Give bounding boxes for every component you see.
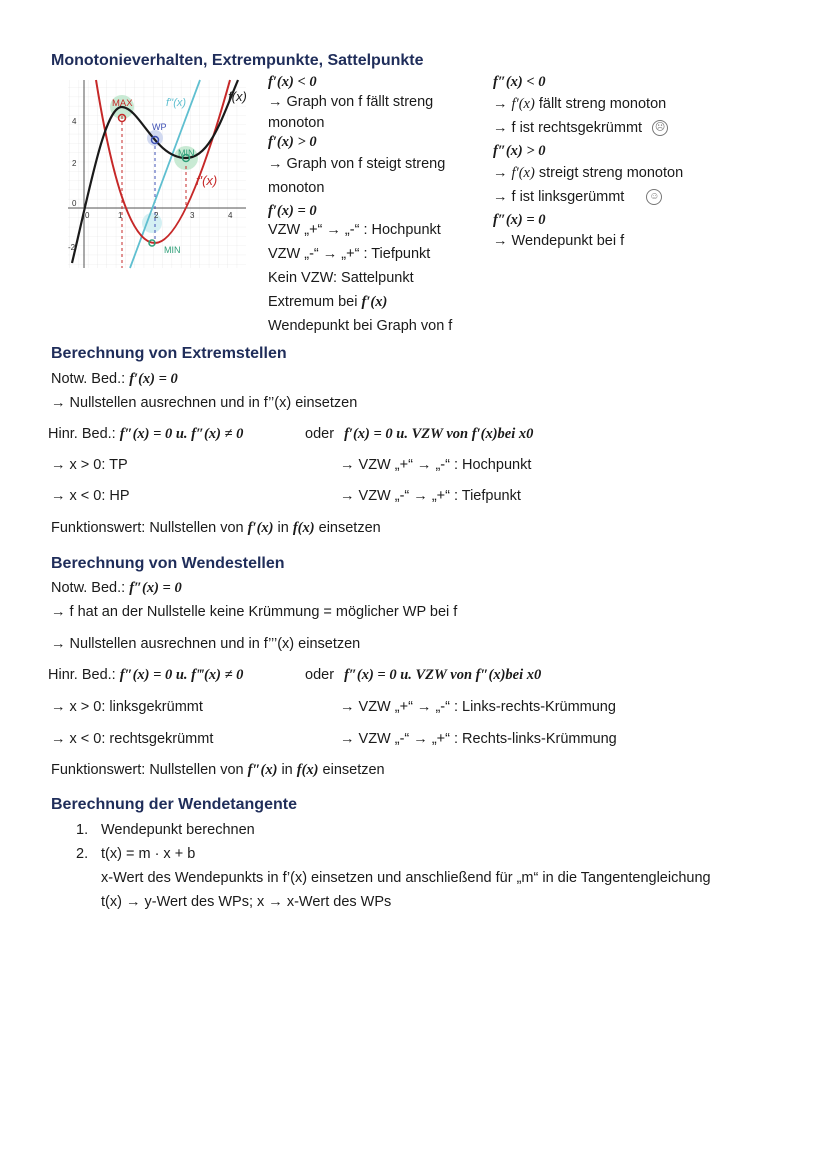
- fp-equal-zero: f′(x) = 0: [268, 203, 317, 219]
- right-line-1-text: fällt streng monoton: [538, 96, 667, 112]
- fp-math: f′(x): [511, 96, 535, 112]
- tick-x-3: 3: [190, 211, 195, 220]
- mid-line-11: Wendepunkt bei Graph von f: [268, 318, 453, 334]
- hinr-label: Hinr. Bed.:: [48, 426, 116, 442]
- mid-line-5: monoton: [268, 180, 325, 196]
- wende-hinr: [48, 667, 243, 684]
- extrem-funktionswert: [51, 520, 381, 537]
- right-line-4: [493, 165, 683, 182]
- fw-math: f(x): [296, 762, 319, 778]
- fpp-greater-zero: f″(x) > 0: [493, 143, 546, 159]
- extrem-hinr: [48, 426, 243, 443]
- tick-y-2: 2: [72, 159, 77, 168]
- tangente-item1: Wendepunkt berechnen: [101, 822, 255, 838]
- right-line-5: [493, 189, 662, 205]
- right-line-2-text: → f ist rechtsgekrümmt: [493, 120, 643, 136]
- extremum-text: Extremum bei: [268, 294, 358, 310]
- right-line-5-text: → f ist linksgerümmt: [493, 189, 625, 205]
- mid-line-2: monoton: [268, 115, 325, 131]
- hinr-math: f″(x) = 0 u. f‴(x) ≠ 0: [119, 667, 244, 683]
- mid-line-4: → Graph von f steigt streng: [268, 156, 446, 172]
- wende-funktionswert: [51, 762, 385, 779]
- wp-label: WP: [152, 122, 167, 132]
- right-line-1: [493, 96, 666, 113]
- hinr-label: Hinr. Bed.:: [48, 667, 116, 683]
- wende-b2: → VZW „-“ → „+“ : Rechts-links-Krümmung: [340, 731, 617, 747]
- extrem-a2: → x < 0: HP: [51, 488, 130, 504]
- fp-greater-zero: f′(x) > 0: [268, 134, 317, 150]
- tangente-item1-num: 1.: [76, 822, 89, 838]
- hinr-math: f″(x) = 0 u. f″(x) ≠ 0: [119, 426, 244, 442]
- tick-y-0: 0: [72, 199, 77, 208]
- wende-notw: [51, 580, 182, 597]
- mid-line-8: VZW „-“ → „+“ : Tiefpunkt: [268, 246, 431, 262]
- page-title: Monotonieverhalten, Extrempunkte, Sattelpunkte: [51, 52, 424, 69]
- mid-line-1: → Graph von f fällt streng: [268, 94, 434, 110]
- wende-heading: Berechnung von Wendestellen: [51, 555, 285, 572]
- fp-math: f′(x): [511, 165, 535, 181]
- tangente-line4: t(x) → y-Wert des WPs; x → x-Wert des WPs: [101, 894, 392, 910]
- extrem-oder: [305, 426, 533, 443]
- fpp-less-zero: f″(x) < 0: [493, 74, 546, 90]
- notw-label: Notw. Bed.:: [51, 371, 126, 387]
- extrem-b2: → VZW „-“ → „+“ : Tiefpunkt: [340, 488, 521, 504]
- happy-face-icon: ☺: [646, 189, 662, 205]
- fw-text: einsetzen: [318, 520, 381, 536]
- tangente-heading: Berechnung der Wendetangente: [51, 796, 297, 813]
- notw-math: f′(x) = 0: [129, 371, 178, 387]
- extremum-math: f′(x): [361, 294, 388, 310]
- arrow: →: [493, 165, 508, 181]
- tick-x-0: 0: [85, 211, 90, 220]
- wende-a1: → x > 0: linksgekrümmt: [51, 699, 203, 715]
- oder-label: oder: [305, 426, 335, 442]
- oder-math: f″(x) = 0 u. VZW von f″(x)bei x0: [344, 667, 542, 683]
- oder-label: oder: [305, 667, 335, 683]
- fw-text: in: [277, 520, 289, 536]
- oder-math: f′(x) = 0 u. VZW von f′(x)bei x0: [344, 426, 534, 442]
- extrem-heading: Berechnung von Extremstellen: [51, 345, 287, 362]
- fw-text: einsetzen: [322, 762, 385, 778]
- fpp-equal-zero: f″(x) = 0: [493, 212, 546, 228]
- right-line-2: [493, 120, 668, 136]
- tick-y-neg2: -2: [68, 243, 76, 252]
- fpp-graph-label: f''(x): [166, 97, 187, 109]
- tangente-line3: x-Wert des Wendepunkts in f’(x) einsetzen und anschließend für „m“ in die Tangentengleichung: [101, 870, 711, 886]
- fp-less-zero: f′(x) < 0: [268, 74, 317, 90]
- wende-line2: → Nullstellen ausrechnen und in f’’’(x) einsetzen: [51, 636, 361, 652]
- fw-text: Funktionswert: Nullstellen von: [51, 762, 244, 778]
- tangente-item2: t(x) = m · x + b: [101, 846, 196, 862]
- min-label: MIN: [178, 148, 195, 158]
- notw-label: Notw. Bed.:: [51, 580, 126, 596]
- fw-text: Funktionswert: Nullstellen von: [51, 520, 244, 536]
- extrem-b1: → VZW „+“ → „-“ : Hochpunkt: [340, 457, 532, 473]
- tick-x-2: 2: [154, 211, 159, 220]
- tangente-item2-num: 2.: [76, 846, 89, 862]
- fw-math: f(x): [292, 520, 315, 536]
- sad-face-icon: ☹: [652, 120, 668, 136]
- f-graph-label: f(x): [228, 89, 247, 104]
- graph-grid: [68, 80, 246, 268]
- max-label: MAX: [112, 98, 133, 109]
- fp-graph-label: f'(x): [196, 173, 218, 188]
- tick-y-4: 4: [72, 117, 77, 126]
- wende-b1: → VZW „+“ → „-“ : Links-rechts-Krümmung: [340, 699, 616, 715]
- tick-x-1: 1: [118, 211, 123, 220]
- wende-line1: → f hat an der Nullstelle keine Krümmung = möglicher WP bei f: [51, 604, 458, 620]
- mid-line-7: VZW „+“ → „-“ : Hochpunkt: [268, 222, 441, 238]
- right-line-4-text: streigt streng monoton: [538, 165, 684, 181]
- arrow: →: [493, 96, 508, 112]
- tick-x-4: 4: [228, 211, 233, 220]
- wende-a2: → x < 0: rechtsgekrümmt: [51, 731, 214, 747]
- extrem-notw: [51, 371, 178, 388]
- fw-text: in: [281, 762, 293, 778]
- wende-oder: [305, 667, 541, 684]
- mid-line-10: [268, 294, 387, 311]
- mid-line-9: Kein VZW: Sattelpunkt: [268, 270, 414, 286]
- extrem-a1: → x > 0: TP: [51, 457, 128, 473]
- extrem-line1: → Nullstellen ausrechnen und in f’’(x) einsetzen: [51, 395, 358, 411]
- fw-math: f″(x): [247, 762, 278, 778]
- min-bottom-label: MIN: [164, 245, 181, 255]
- fw-math: f′(x): [247, 520, 274, 536]
- function-graph: [60, 78, 260, 272]
- right-line-7: → Wendepunkt bei f: [493, 233, 625, 249]
- notw-math: f″(x) = 0: [129, 580, 182, 596]
